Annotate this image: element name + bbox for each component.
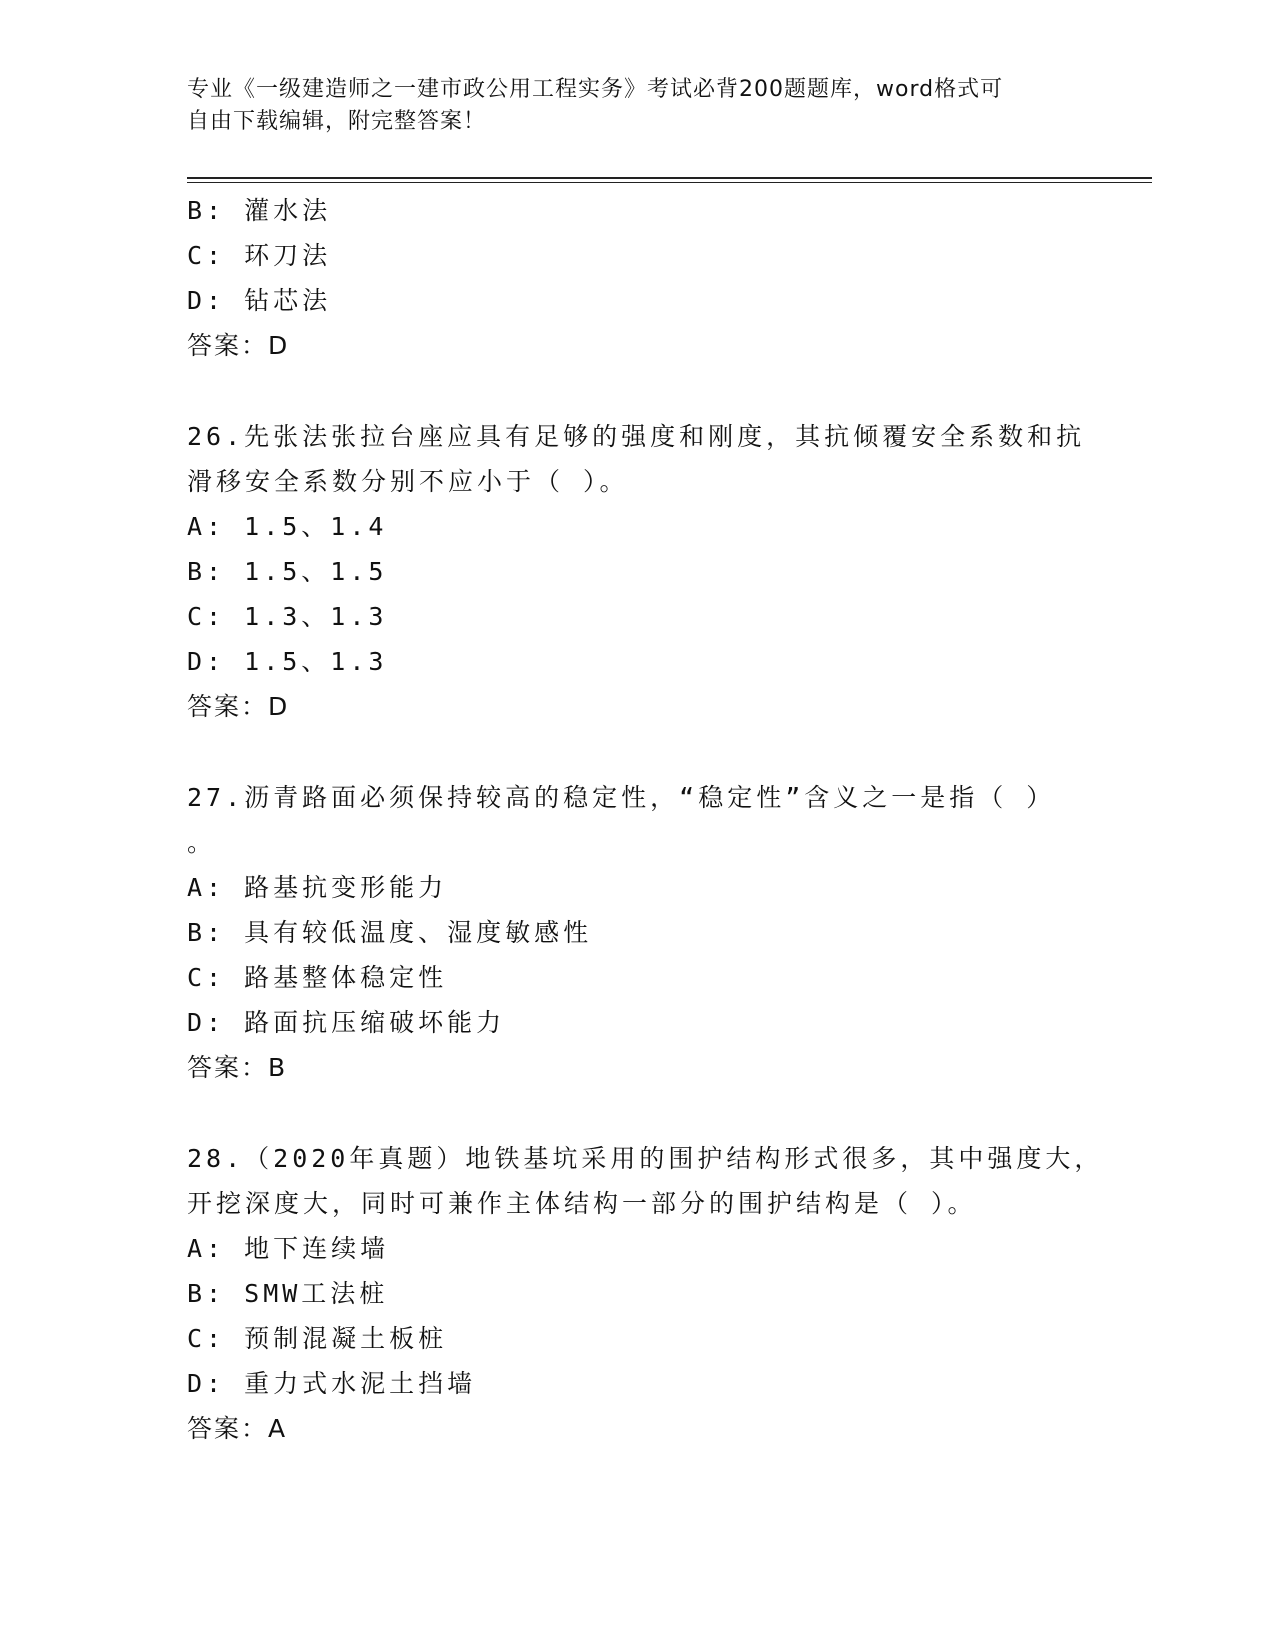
question-stem-line-2: 开挖深度大，同时可兼作主体结构一部分的围护结构是（ ）。 <box>187 1189 977 1218</box>
question-26 <box>187 414 1087 729</box>
header-line-2: 自由下载编辑，附完整答案！ <box>187 109 487 134</box>
option-c: C: 1.3、1.3 <box>187 602 388 631</box>
option-d: D: 路面抗压缩破坏能力 <box>187 1008 506 1037</box>
question-stem-line-2: 。 <box>187 828 217 857</box>
option-a: A: 1.5、1.4 <box>187 512 388 541</box>
question-stem-line-1: 27.沥青路面必须保持较高的稳定性，“稳定性”含义之一是指（ ） <box>187 783 1056 812</box>
question-27 <box>187 775 1087 1090</box>
option-c: C: 路基整体稳定性 <box>187 963 448 992</box>
document-header <box>187 74 1067 138</box>
answer-line: 答案：A <box>187 1414 288 1443</box>
partial-question <box>187 188 1087 368</box>
header-line-1: 专业《一级建造师之一建市政公用工程实务》考试必背200题题库，word格式可 <box>187 77 1004 102</box>
question-list <box>187 188 1104 1451</box>
option-b: B: 灌水法 <box>187 196 332 225</box>
answer-line: 答案：B <box>187 1053 288 1082</box>
header-divider-thick <box>187 177 1152 179</box>
option-d: D: 重力式水泥土挡墙 <box>187 1369 477 1398</box>
option-b: B: 1.5、1.5 <box>187 557 388 586</box>
spacer <box>187 729 1087 775</box>
option-b: B: 具有较低温度、湿度敏感性 <box>187 918 593 947</box>
option-b: B: SMW工法桩 <box>187 1279 389 1308</box>
answer-line: 答案：D <box>187 331 290 360</box>
question-stem-line-2: 滑移安全系数分别不应小于（ ）。 <box>187 467 629 496</box>
answer-line: 答案：D <box>187 692 290 721</box>
option-c: C: 预制混凝土板桩 <box>187 1324 448 1353</box>
option-d: D: 钻芯法 <box>187 286 332 315</box>
spacer <box>187 368 1087 414</box>
header-divider-thin <box>187 182 1152 183</box>
question-stem-line-1: 26.先张法张拉台座应具有足够的强度和刚度，其抗倾覆安全系数和抗 <box>187 422 1086 451</box>
question-stem-line-1: 28.（2020年真题）地铁基坑采用的围护结构形式很多，其中强度大， <box>187 1144 1104 1173</box>
option-a: A: 地下连续墙 <box>187 1234 390 1263</box>
option-d: D: 1.5、1.3 <box>187 647 388 676</box>
option-c: C: 环刀法 <box>187 241 332 270</box>
option-a: A: 路基抗变形能力 <box>187 873 448 902</box>
question-28 <box>187 1136 1104 1451</box>
spacer <box>187 1090 1087 1136</box>
